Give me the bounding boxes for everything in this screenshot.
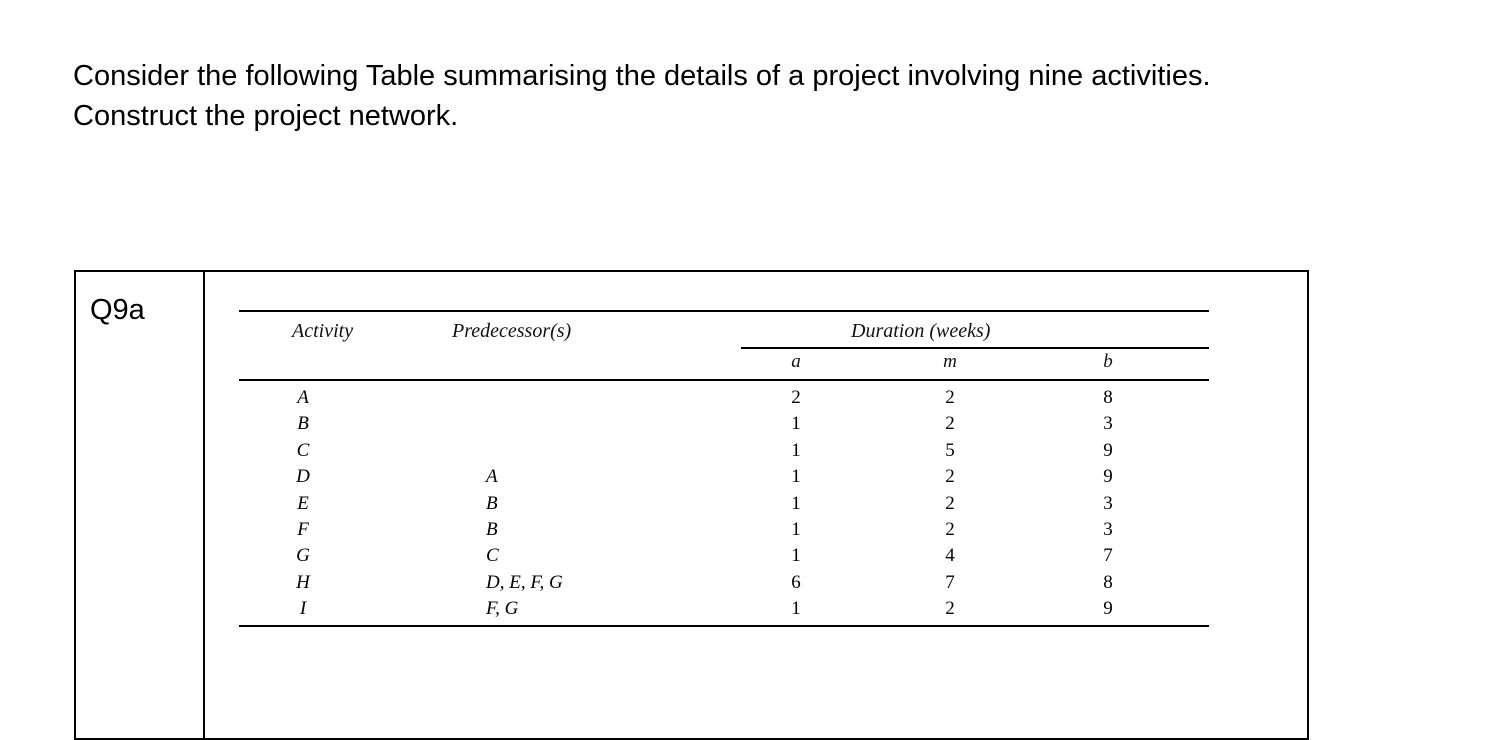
duration-b-cell: 9 <box>1103 466 1113 488</box>
header-activity: Activity <box>292 320 354 342</box>
header-predecessors: Predecessor(s) <box>452 320 572 342</box>
question-intro <box>73 56 1211 136</box>
duration-m-cell: 2 <box>945 413 955 435</box>
activity-cell: E <box>297 492 309 514</box>
duration-a-cell: 6 <box>791 571 801 593</box>
duration-b-cell: 9 <box>1103 439 1113 461</box>
duration-a-cell: 1 <box>791 413 801 435</box>
header-m: m <box>943 351 957 372</box>
duration-a-cell: 1 <box>791 466 801 488</box>
duration-b-cell: 9 <box>1103 598 1113 620</box>
duration-b-cell: 8 <box>1103 387 1113 408</box>
duration-a-cell: 1 <box>791 519 801 540</box>
predecessor-cell: B <box>486 519 498 540</box>
duration-b-cell: 3 <box>1103 413 1113 435</box>
question-label-cell <box>76 272 205 738</box>
duration-m-cell: 2 <box>945 598 955 620</box>
header-duration: Duration (weeks) <box>851 320 991 342</box>
predecessor-cell: A <box>486 466 498 488</box>
intro-line-2: Construct the project network. <box>73 100 459 132</box>
duration-a-cell: 1 <box>791 439 801 461</box>
question-label: Q9a <box>90 294 145 326</box>
activity-cell: C <box>296 439 310 461</box>
duration-m-cell: 2 <box>945 387 955 408</box>
duration-b-cell: 8 <box>1103 571 1113 593</box>
duration-m-cell: 2 <box>945 519 955 540</box>
duration-sub-rule <box>741 347 1209 349</box>
predecessor-cell: C <box>486 545 499 567</box>
predecessor-cell: D, E, F, G <box>486 571 563 593</box>
header-bottom-rule <box>239 379 1209 381</box>
predecessor-cell: F, G <box>486 598 519 620</box>
duration-b-cell: 3 <box>1103 519 1113 540</box>
duration-b-cell: 3 <box>1103 492 1113 514</box>
duration-b-cell: 7 <box>1103 545 1113 567</box>
duration-m-cell: 2 <box>945 492 955 514</box>
activity-cell: F <box>297 519 309 540</box>
duration-m-cell: 7 <box>945 571 955 593</box>
duration-a-cell: 1 <box>791 492 801 514</box>
duration-a-cell: 1 <box>791 598 801 620</box>
intro-line-1: Consider the following Table summarising the details of a project involving nine activities. <box>73 60 1211 92</box>
question-box <box>74 270 1309 740</box>
table-top-rule <box>239 310 1209 312</box>
activity-cell: D <box>296 466 310 488</box>
header-a: a <box>791 351 801 372</box>
table-bottom-rule <box>239 625 1209 627</box>
activity-cell: B <box>297 413 309 435</box>
duration-a-cell: 1 <box>791 545 801 567</box>
activity-cell: I <box>299 598 307 620</box>
activity-cell: H <box>296 571 310 593</box>
activity-cell: G <box>296 545 310 567</box>
duration-m-cell: 2 <box>945 466 955 488</box>
duration-m-cell: 4 <box>945 545 955 567</box>
header-b: b <box>1103 351 1113 372</box>
duration-m-cell: 5 <box>945 439 955 461</box>
activity-cell: A <box>297 387 309 408</box>
duration-a-cell: 2 <box>791 387 801 408</box>
predecessor-cell: B <box>486 492 498 514</box>
